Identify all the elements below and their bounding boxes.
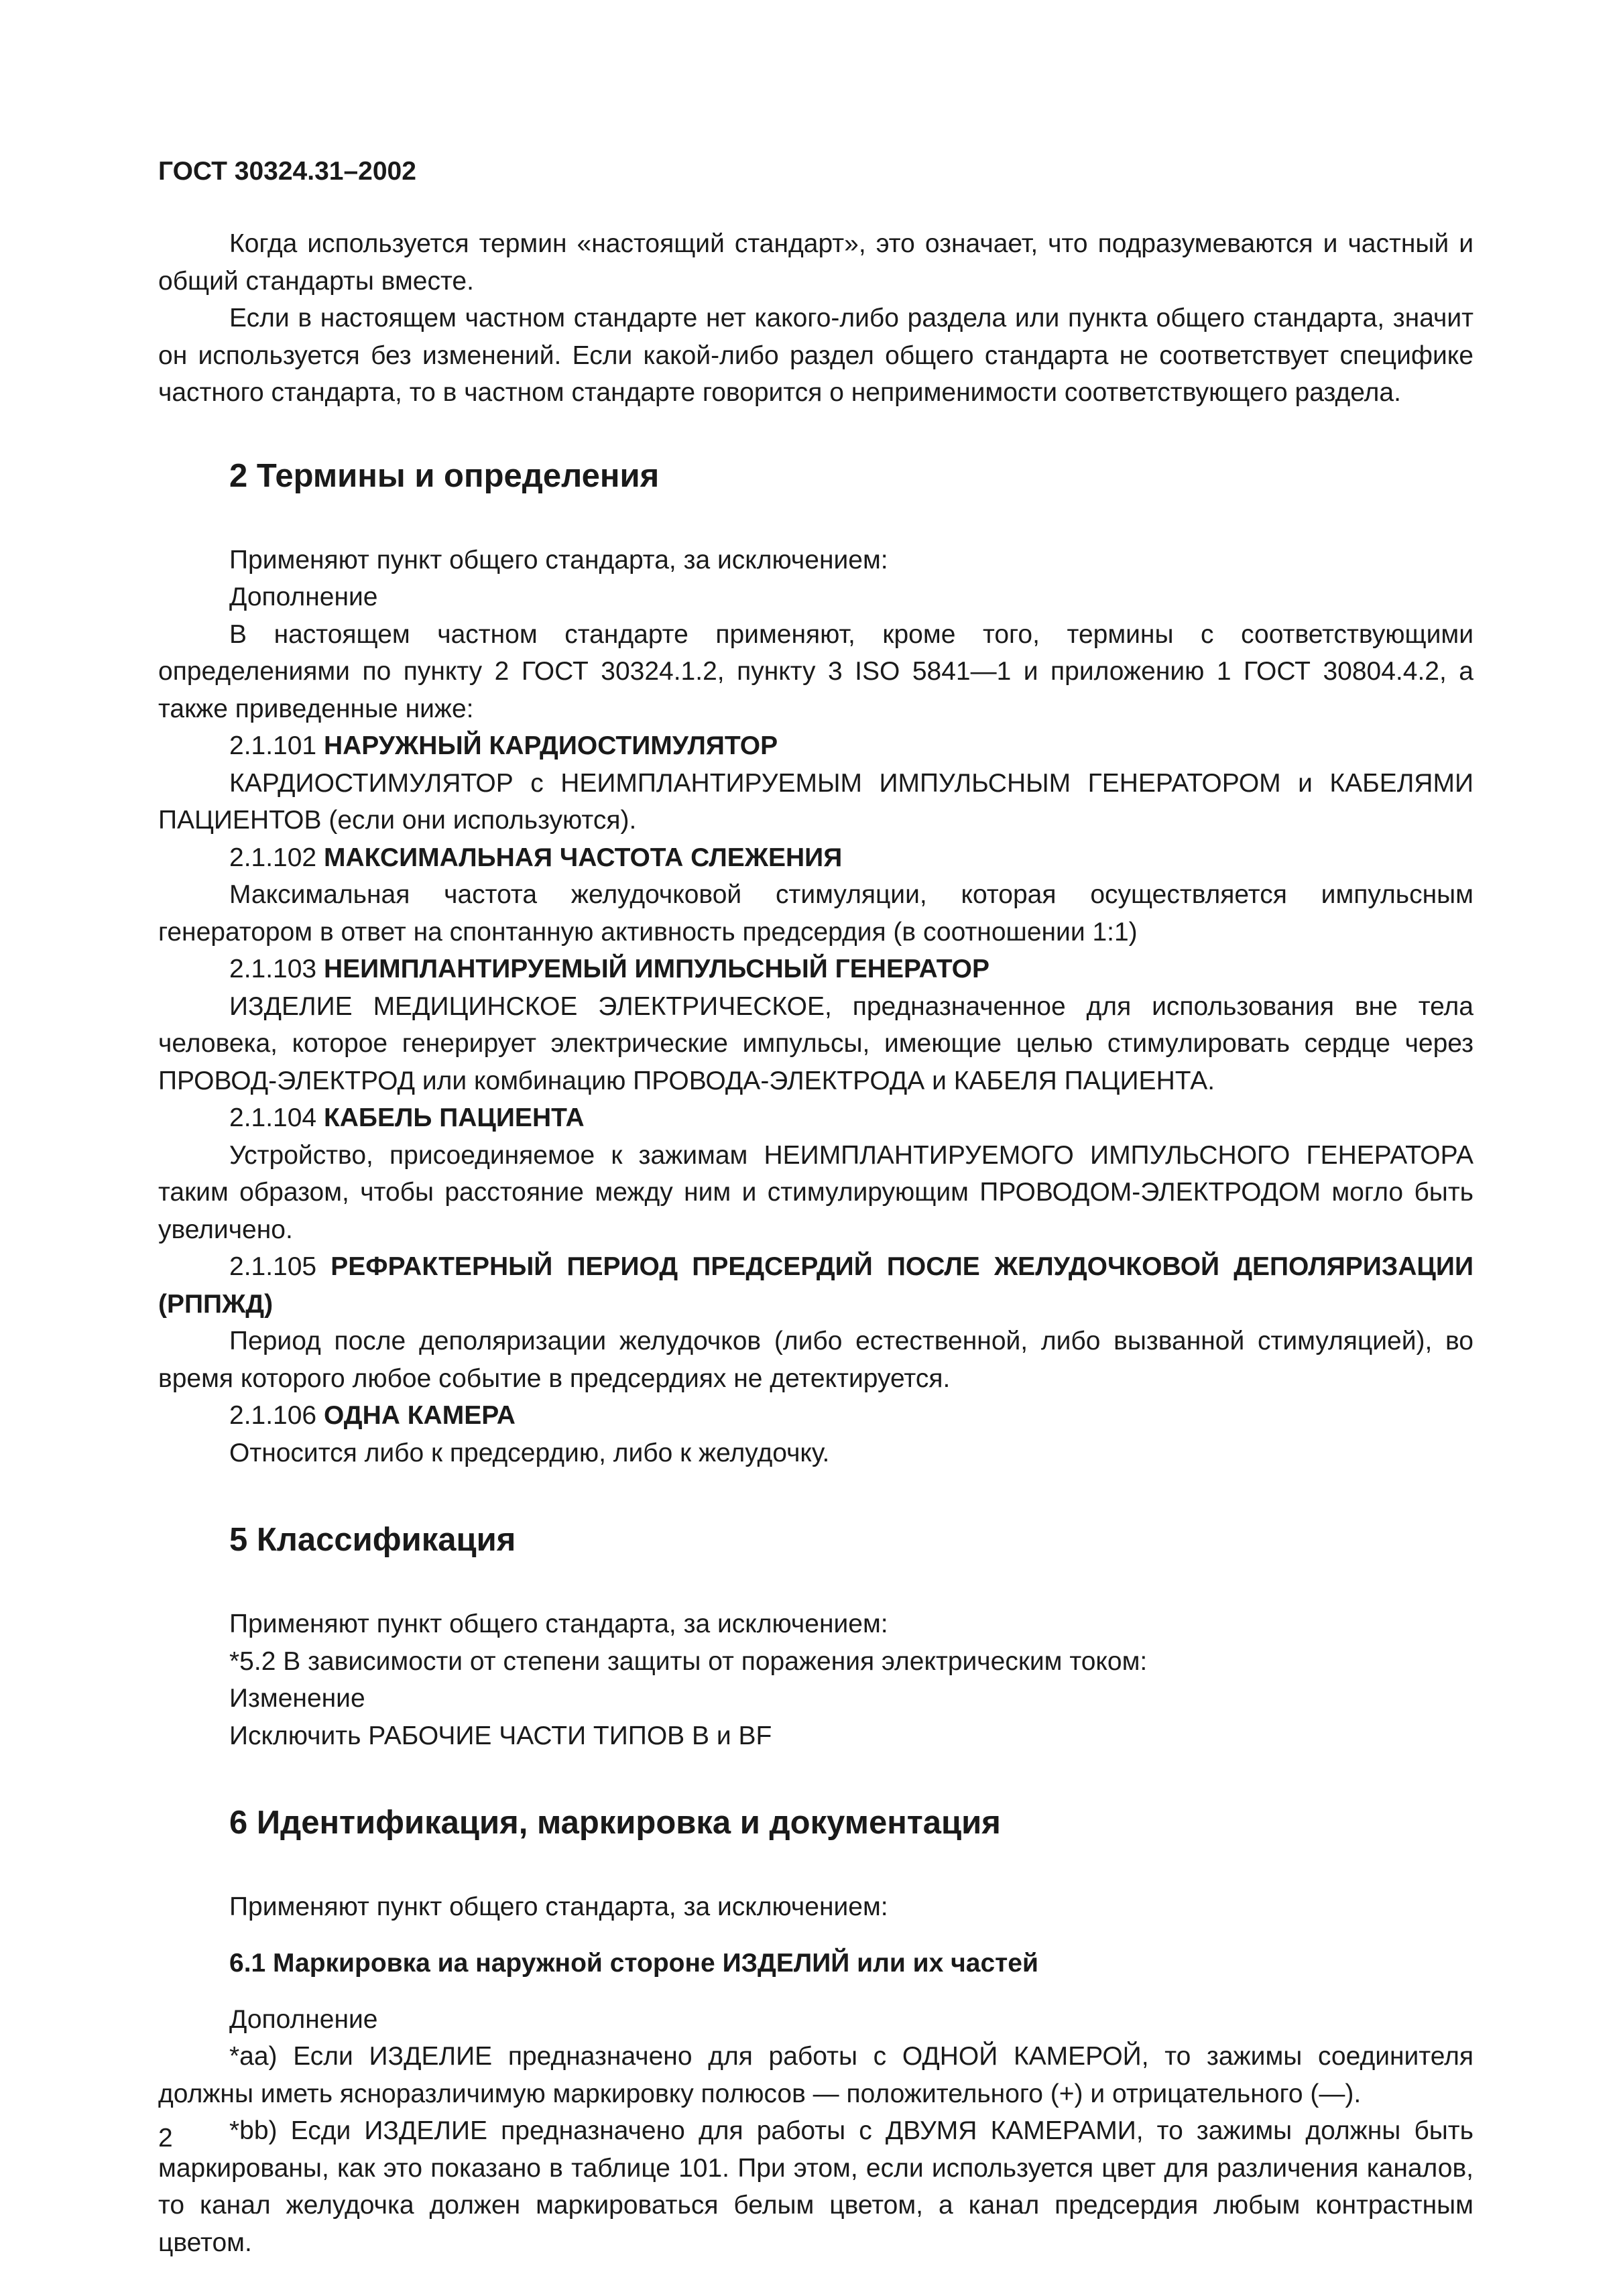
section-5-applies: Применяют пункт общего стандарта, за исключением:: [229, 1610, 888, 1638]
term-number: 2.1.101: [229, 731, 324, 760]
section-2-heading: 2 Термины и определения: [229, 457, 660, 494]
section-2-intro: В настоящем частном стандарте применяют, кроме того, термины с соответствующими определениями по пункту 2 ГОСТ 30324.1.2, пункту 3 ISO 5841—1 и приложению 1 ГОСТ 30804.4.2, а также приведенные ниже:: [158, 619, 1474, 723]
intro-paragraph-2: Если в настоящем частном стандарте нет какого-либо раздела или пункта общего стандарта, значит он используется без изменений. Если какой-либо раздел общего стандарта не соответствует специфике частного стандарта, то в частном стандарте говорится о неприменимости соответствующего раздела.: [158, 304, 1474, 407]
intro-paragraph-1: Когда используется термин «настоящий стандарт», это означает, что подразумеваются и частный и общий стандарты вместе.: [158, 229, 1474, 296]
section-2-applies: Применяют пункт общего стандарта, за исключением:: [229, 545, 888, 575]
term-name: ОДНА КАМЕРА: [323, 1401, 516, 1430]
term-name: НЕИМПЛАНТИРУЕМЫЙ ИМПУЛЬСНЫЙ ГЕНЕРАТОР: [323, 955, 989, 983]
section-2-addition-label: Дополнение: [229, 583, 378, 611]
term-heading: [158, 1248, 1474, 1323]
term-number: 2.1.104: [229, 1103, 324, 1132]
term-name: НАРУЖНЫЙ КАРДИОСТИМУЛЯТОР: [323, 731, 778, 760]
term-definition: ИЗДЕЛИЕ МЕДИЦИНСКОЕ ЭЛЕКТРИЧЕСКОЕ, предназначенное для использования вне тела человека, которое генерирует электрические импульсы, имеющие целью стимулировать сердце через ПРОВОД-ЭЛЕКТРОД или комбинацию ПРОВОДА-ЭЛЕКТРОДА и КАБЕЛЯ ПАЦИЕНТА.: [158, 991, 1474, 1095]
section-5-change-text: Исключить РАБОЧИЕ ЧАСТИ ТИПОВ В и BF: [229, 1721, 772, 1750]
section-6-item-bb: *bb) Есди ИЗДЕЛИЕ предназначено для работы с ДВУМЯ КАМЕРАМИ, то зажимы должны быть маркированы, как это показано в таблице 101. При этом, если используется цвет для различения каналов, то канал желудочка должен маркироваться белым цветом, а канал предсердия любым контрастным цветом.: [158, 2116, 1474, 2257]
term-name: КАБЕЛЬ ПАЦИЕНТА: [323, 1103, 585, 1132]
section-6-item-aa: *аа) Если ИЗДЕЛИЕ предназначено для работы с ОДНОЙ КАМЕРОЙ, то зажимы соединителя должны иметь ясноразличимую маркировку полюсов — положительного (+) и отрицательного (—).: [158, 2042, 1474, 2108]
section-6-applies: Применяют пункт общего стандарта, за исключением:: [229, 1892, 888, 1921]
document-body: [158, 225, 1474, 2261]
term-definition: Устройство, присоединяемое к зажимам НЕИМПЛАНТИРУЕМОГО ИМПУЛЬСНОГО ГЕНЕРАТОРА таким образом, чтобы расстояние между ним и стимулирующим ПРОВОДОМ-ЭЛЕКТРОДОМ могло быть увеличено.: [158, 1140, 1474, 1244]
term-definition: Период после деполяризации желудочков (либо естественной, либо вызванной стимуляцией), во время которого любое событие в предсердиях не детектируется.: [158, 1327, 1474, 1393]
section-6-addition-label: Дополнение: [229, 2004, 378, 2034]
term-heading: [158, 839, 1474, 877]
term-number: 2.1.103: [229, 955, 324, 983]
section-6-heading: 6 Идентификация, маркировка и документация: [229, 1805, 1001, 1841]
term-definition: КАРДИОСТИМУЛЯТОР с НЕИМПЛАНТИРУЕМЫМ ИМПУЛЬСНЫМ ГЕНЕРАТОРОМ и КАБЕЛЯМИ ПАЦИЕНТОВ (если они используются).: [158, 768, 1474, 835]
section-6-1-heading: 6.1 Маркировка иа наружной стороне ИЗДЕЛИЙ или их частей: [229, 1948, 1038, 1978]
page-number: 2: [158, 2124, 173, 2153]
term-heading: [158, 1397, 1474, 1435]
section-5-heading: 5 Классификация: [229, 1522, 516, 1558]
document-header: ГОСТ 30324.31–2002: [158, 157, 416, 186]
term-number: 2.1.102: [229, 843, 324, 872]
term-heading: [158, 951, 1474, 988]
term-heading: [158, 1099, 1474, 1137]
term-definition: Максимальная частота желудочковой стимуляции, которая осуществляется импульсным генератором в ответ на спонтанную активность предсердия (в соотношении 1:1): [158, 880, 1474, 947]
section-5-item: *5.2 В зависимости от степени защиты от поражения электрическим током:: [229, 1646, 1148, 1676]
term-heading: [158, 727, 1474, 765]
term-name: РЕФРАКТЕРНЫЙ ПЕРИОД ПРЕДСЕРДИЙ ПОСЛЕ ЖЕЛУДОЧКОВОЙ ДЕПОЛЯРИЗАЦИИ (РППЖД): [158, 1252, 1474, 1319]
section-5-change-label: Изменение: [229, 1684, 365, 1713]
term-number: 2.1.105: [229, 1252, 331, 1281]
term-number: 2.1.106: [229, 1401, 324, 1430]
term-name: МАКСИМАЛЬНАЯ ЧАСТОТА СЛЕЖЕНИЯ: [323, 843, 843, 872]
term-definition: Относится либо к предсердию, либо к желудочку.: [229, 1438, 830, 1467]
